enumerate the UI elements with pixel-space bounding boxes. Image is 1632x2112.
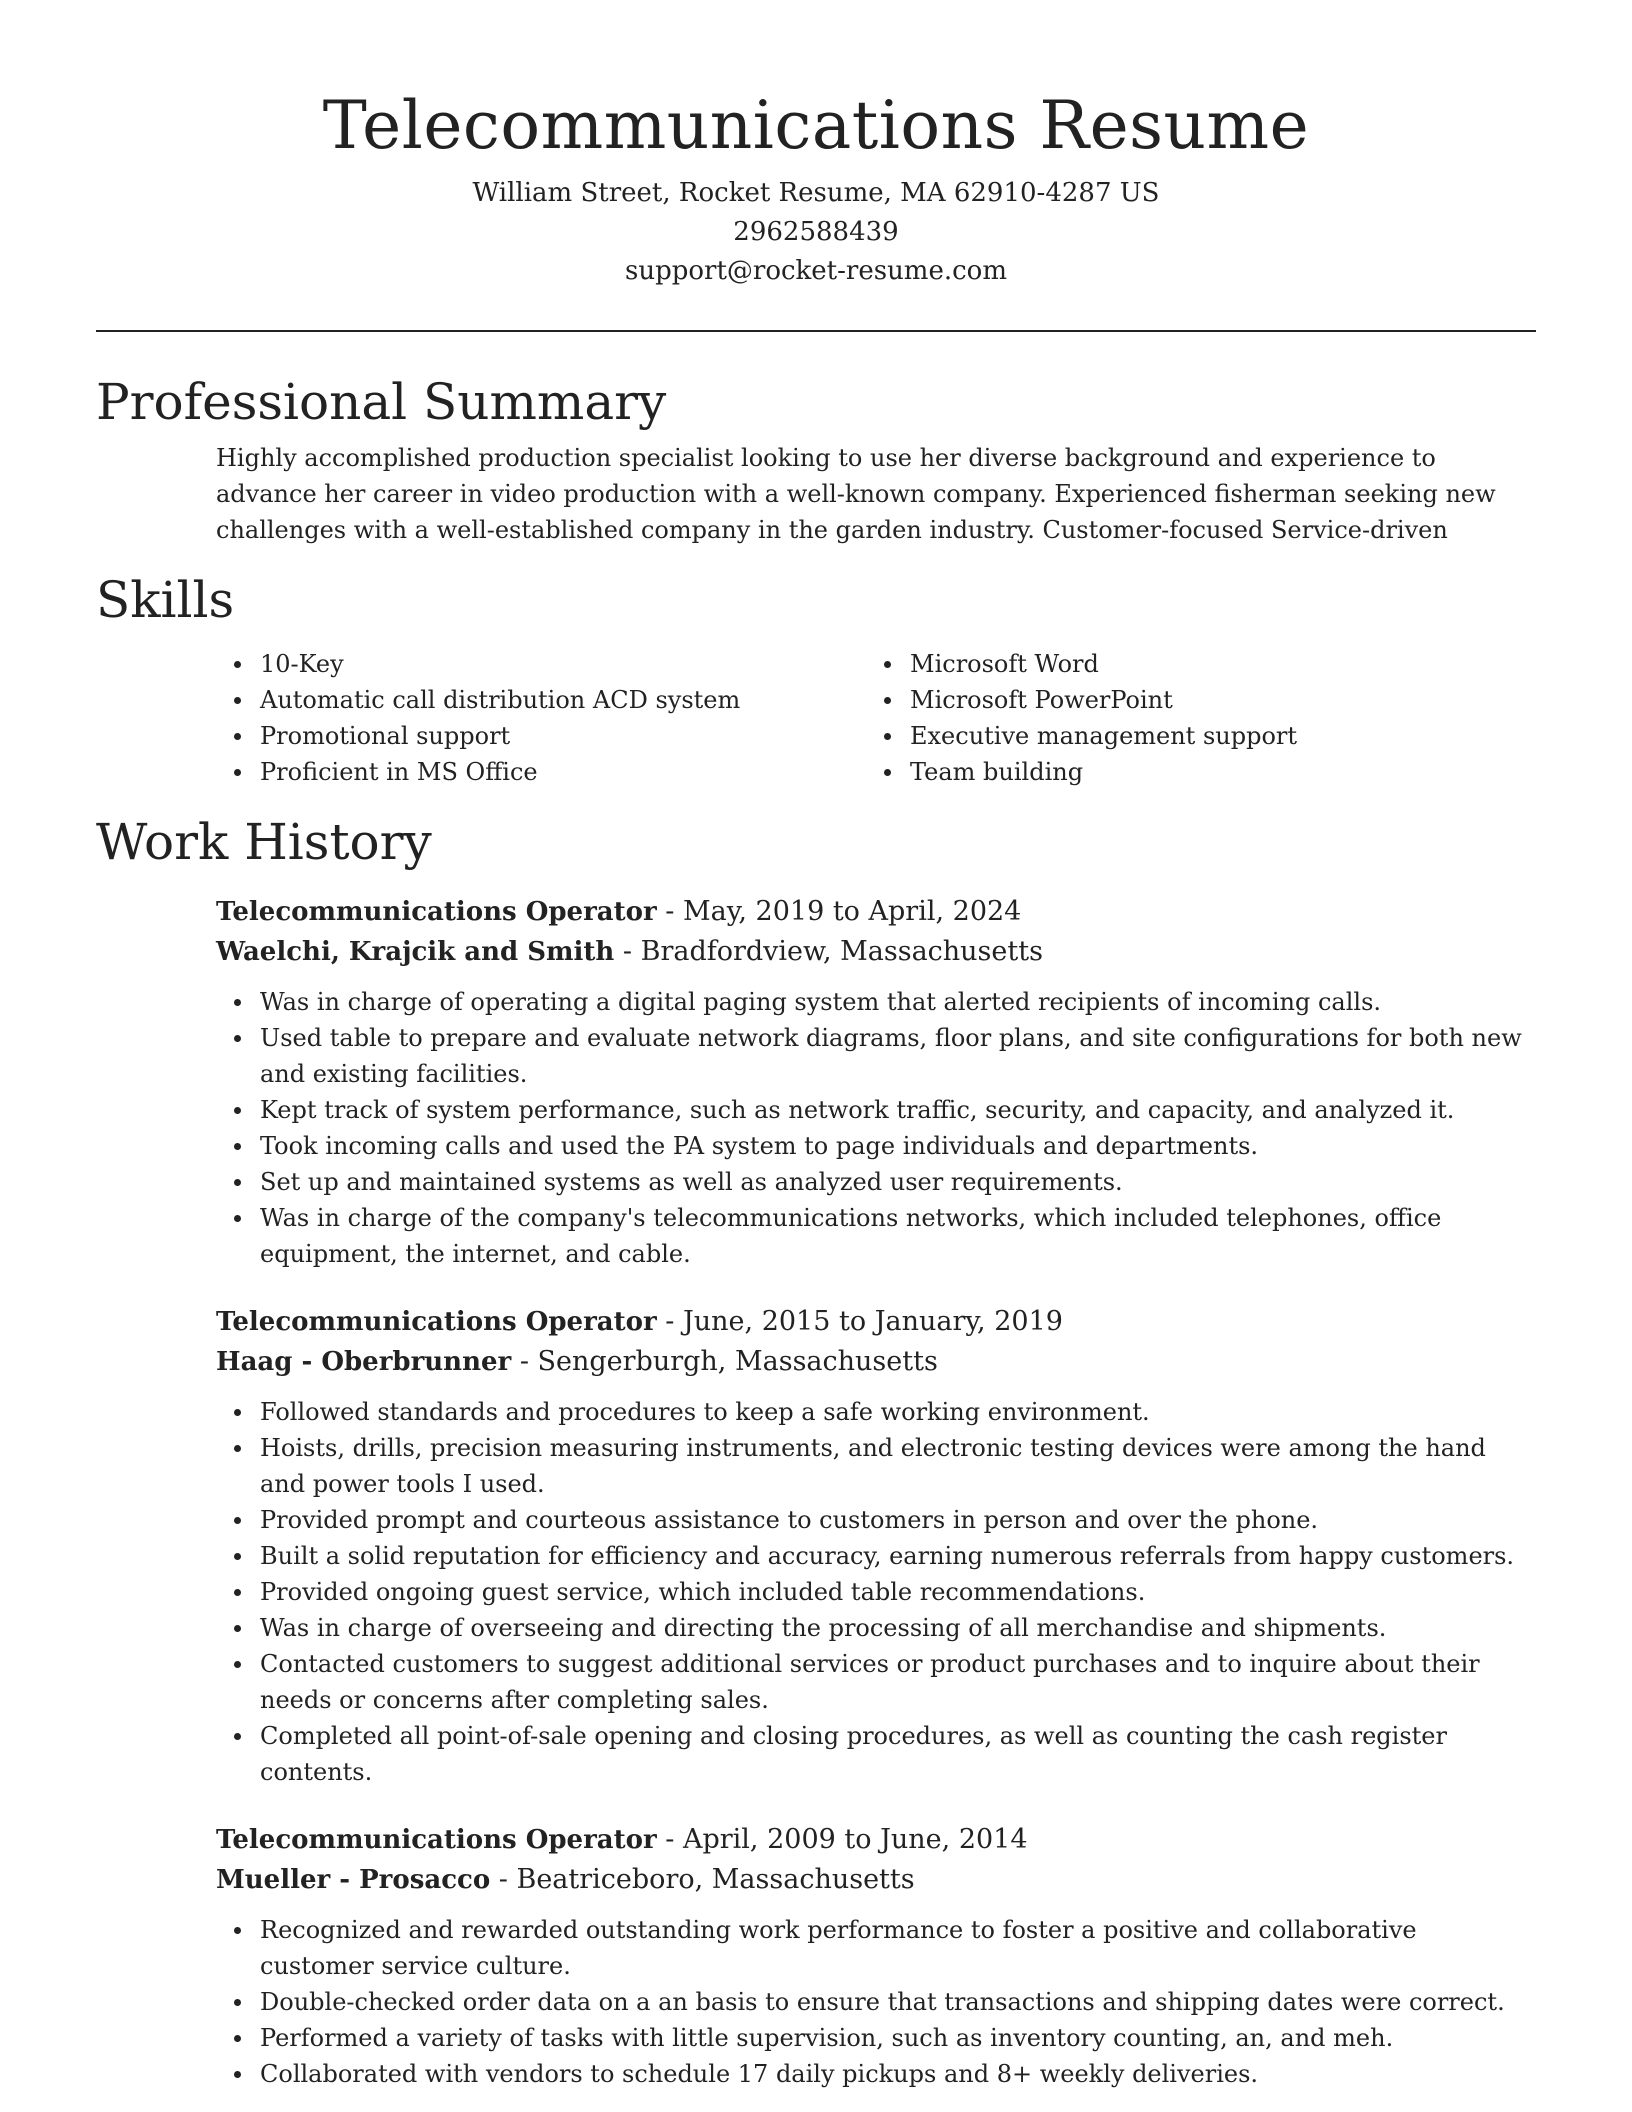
duty-item: Was in charge of operating a digital paging system that alerted recipients of incoming calls.: [216, 984, 1536, 1020]
job-title-line: [216, 1302, 1536, 1342]
summary-section: [96, 372, 1536, 548]
skills-column-left: [216, 646, 866, 790]
job-entry: [216, 1820, 1536, 2092]
job-company-line: [216, 1860, 1536, 1900]
duty-item: Was in charge of overseeing and directing the processing of all merchandise and shipments.: [216, 1610, 1536, 1646]
job-location: - Bradfordview, Massachusetts: [614, 936, 1043, 967]
work-history-section: [96, 812, 1536, 2092]
duty-item: Performed a variety of tasks with little supervision, such as inventory counting, an, and meh.: [216, 2020, 1536, 2056]
skill-item: Team building: [866, 754, 1516, 790]
contact-block: [96, 174, 1536, 291]
skill-item: 10-Key: [216, 646, 866, 682]
skill-item: Automatic call distribution ACD system: [216, 682, 866, 718]
skill-item: Promotional support: [216, 718, 866, 754]
job-title: Telecommunications Operator: [216, 897, 657, 927]
duty-item: Contacted customers to suggest additional services or product purchases and to inquire about their needs or concerns after completing sales.: [216, 1646, 1536, 1718]
duty-item: Recognized and rewarded outstanding work performance to foster a positive and collaborative customer service culture.: [216, 1912, 1536, 1984]
duty-item: Collaborated with vendors to schedule 17 daily pickups and 8+ weekly deliveries.: [216, 2056, 1536, 2092]
skills-grid: [216, 646, 1536, 790]
job-location: - Sengerburgh, Massachusetts: [511, 1346, 938, 1377]
skills-heading: Skills: [96, 571, 235, 629]
duty-item: Provided ongoing guest service, which included table recommendations.: [216, 1574, 1536, 1610]
job-title-line: [216, 1820, 1536, 1860]
duty-item: Built a solid reputation for efficiency and accuracy, earning numerous referrals from happy customers.: [216, 1538, 1536, 1574]
job-entry: [216, 1302, 1536, 1790]
job-dates: - June, 2015 to January, 2019: [656, 1306, 1063, 1337]
contact-email: support@rocket-resume.com: [624, 256, 1007, 286]
duty-item: Double-checked order data on a an basis to ensure that transactions and shipping dates were correct.: [216, 1984, 1536, 2020]
job-title-line: [216, 892, 1536, 932]
duty-item: Completed all point-of-sale opening and closing procedures, as well as counting the cash register contents.: [216, 1718, 1536, 1790]
resume-page: [96, 0, 1536, 2092]
skill-item: Microsoft Word: [866, 646, 1516, 682]
job-duties: [216, 1912, 1536, 2092]
job-title: Telecommunications Operator: [216, 1825, 657, 1855]
header-divider: [96, 330, 1536, 332]
skills-column-right: [866, 646, 1516, 790]
skill-item: Microsoft PowerPoint: [866, 682, 1516, 718]
job-title: Telecommunications Operator: [216, 1307, 657, 1337]
contact-phone: 2962588439: [733, 217, 899, 247]
job-location: - Beatriceboro, Massachusetts: [490, 1864, 915, 1895]
job-dates: - April, 2009 to June, 2014: [656, 1824, 1028, 1855]
skills-section: [96, 570, 1536, 790]
job-company: Haag - Oberbrunner: [216, 1347, 512, 1377]
job-company: Waelchi, Krajcik and Smith: [216, 937, 615, 967]
summary-text: Highly accomplished production specialist looking to use her diverse background and experience to advance her career in video production with a well-known company. Experienced fisherman seeking new challenges with a well-established company in the garden industry. Customer-focused Service-driven: [216, 444, 1496, 544]
contact-address: William Street, Rocket Resume, MA 62910-4287 US: [472, 178, 1160, 208]
job-dates: - May, 2019 to April, 2024: [656, 896, 1022, 927]
skill-item: Proficient in MS Office: [216, 754, 866, 790]
job-company: Mueller - Prosacco: [216, 1865, 491, 1895]
job-entry: [216, 892, 1536, 1272]
duty-item: Was in charge of the company's telecommunications networks, which included telephones, office equipment, the internet, and cable.: [216, 1200, 1536, 1272]
duty-item: Used table to prepare and evaluate network diagrams, floor plans, and site configurations for both new and existing facilities.: [216, 1020, 1536, 1092]
summary-heading: Professional Summary: [96, 373, 667, 431]
job-duties: [216, 984, 1536, 1272]
duty-item: Kept track of system performance, such as network traffic, security, and capacity, and analyzed it.: [216, 1092, 1536, 1128]
duty-item: Followed standards and procedures to keep a safe working environment.: [216, 1394, 1536, 1430]
skill-item: Executive management support: [866, 718, 1516, 754]
duty-item: Took incoming calls and used the PA system to page individuals and departments.: [216, 1128, 1536, 1164]
resume-title: Telecommunications Resume: [322, 87, 1310, 164]
job-duties: [216, 1394, 1536, 1790]
duty-item: Set up and maintained systems as well as analyzed user requirements.: [216, 1164, 1536, 1200]
job-company-line: [216, 932, 1536, 972]
work-history-heading: Work History: [96, 813, 432, 871]
duty-item: Provided prompt and courteous assistance to customers in person and over the phone.: [216, 1502, 1536, 1538]
job-company-line: [216, 1342, 1536, 1382]
duty-item: Hoists, drills, precision measuring instruments, and electronic testing devices were among the hand and power tools I used.: [216, 1430, 1536, 1502]
